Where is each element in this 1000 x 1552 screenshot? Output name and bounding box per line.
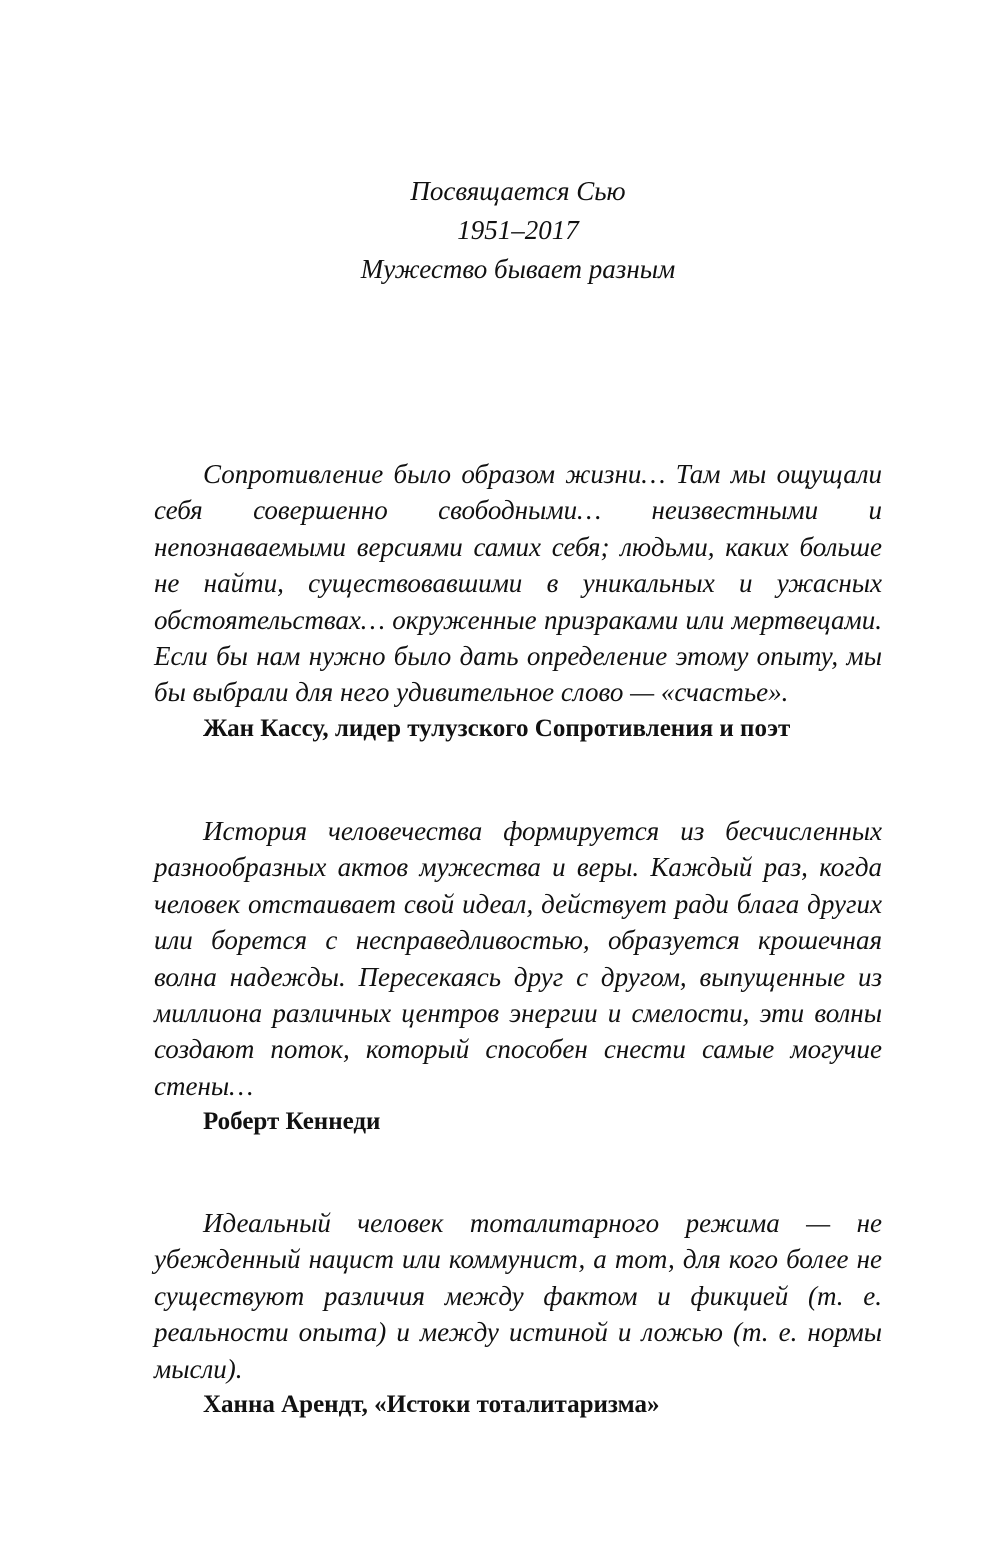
epigraph-author: Роберт Кеннеди <box>203 1108 381 1136</box>
dedication-years: 1951–2017 <box>457 215 579 245</box>
epigraph-author: Жан Кассу, лидер тулузского Сопротивления и поэт <box>203 714 791 742</box>
epigraph-quote: Сопротивление было образом жизни… Там мы ощущали себя совершенно свободными… неизвестными и непознаваемыми версиями самих себя; людьми, каких больше не найти, существовавшими в уникальных и ужасных обстоятельствах… окруженные призраками или мертвецами. Если бы нам нужно было дать определение этому опыту, мы бы выбрали для него удивительное слово — «счастье». <box>154 459 882 708</box>
epigraph-kennedy <box>154 813 882 1141</box>
dedication-line: Посвящается Сью <box>410 176 626 206</box>
epigraph-cassou <box>154 456 882 747</box>
dedication-line: Мужество бывает разным <box>360 254 676 284</box>
epigraph-quote: История человечества формируется из бесчисленных разнообразных актов мужества и веры. Каждый раз, когда человек отстаивает свой идеал, действует ради блага других или борется с несправедливостью, образуется крошечная волна надежды. Пересекаясь друг с другом, выпущенные из миллиона различных центров энергии и смелости, эти волны создают поток, который способен снести самые могучие стены… <box>154 816 882 1101</box>
epigraph-arendt <box>154 1205 882 1423</box>
dedication <box>0 172 1000 289</box>
epigraph-quote: Идеальный человек тоталитарного режима — не убежденный нацист или коммунист, а тот, для кого более не существуют различия между фактом и фикцией (т. е. реальности опыта) и между истиной и ложью (т. е. нормы мысли). <box>154 1208 882 1384</box>
epigraph-author: Ханна Арендт, «Истоки тоталитаризма» <box>203 1391 660 1419</box>
